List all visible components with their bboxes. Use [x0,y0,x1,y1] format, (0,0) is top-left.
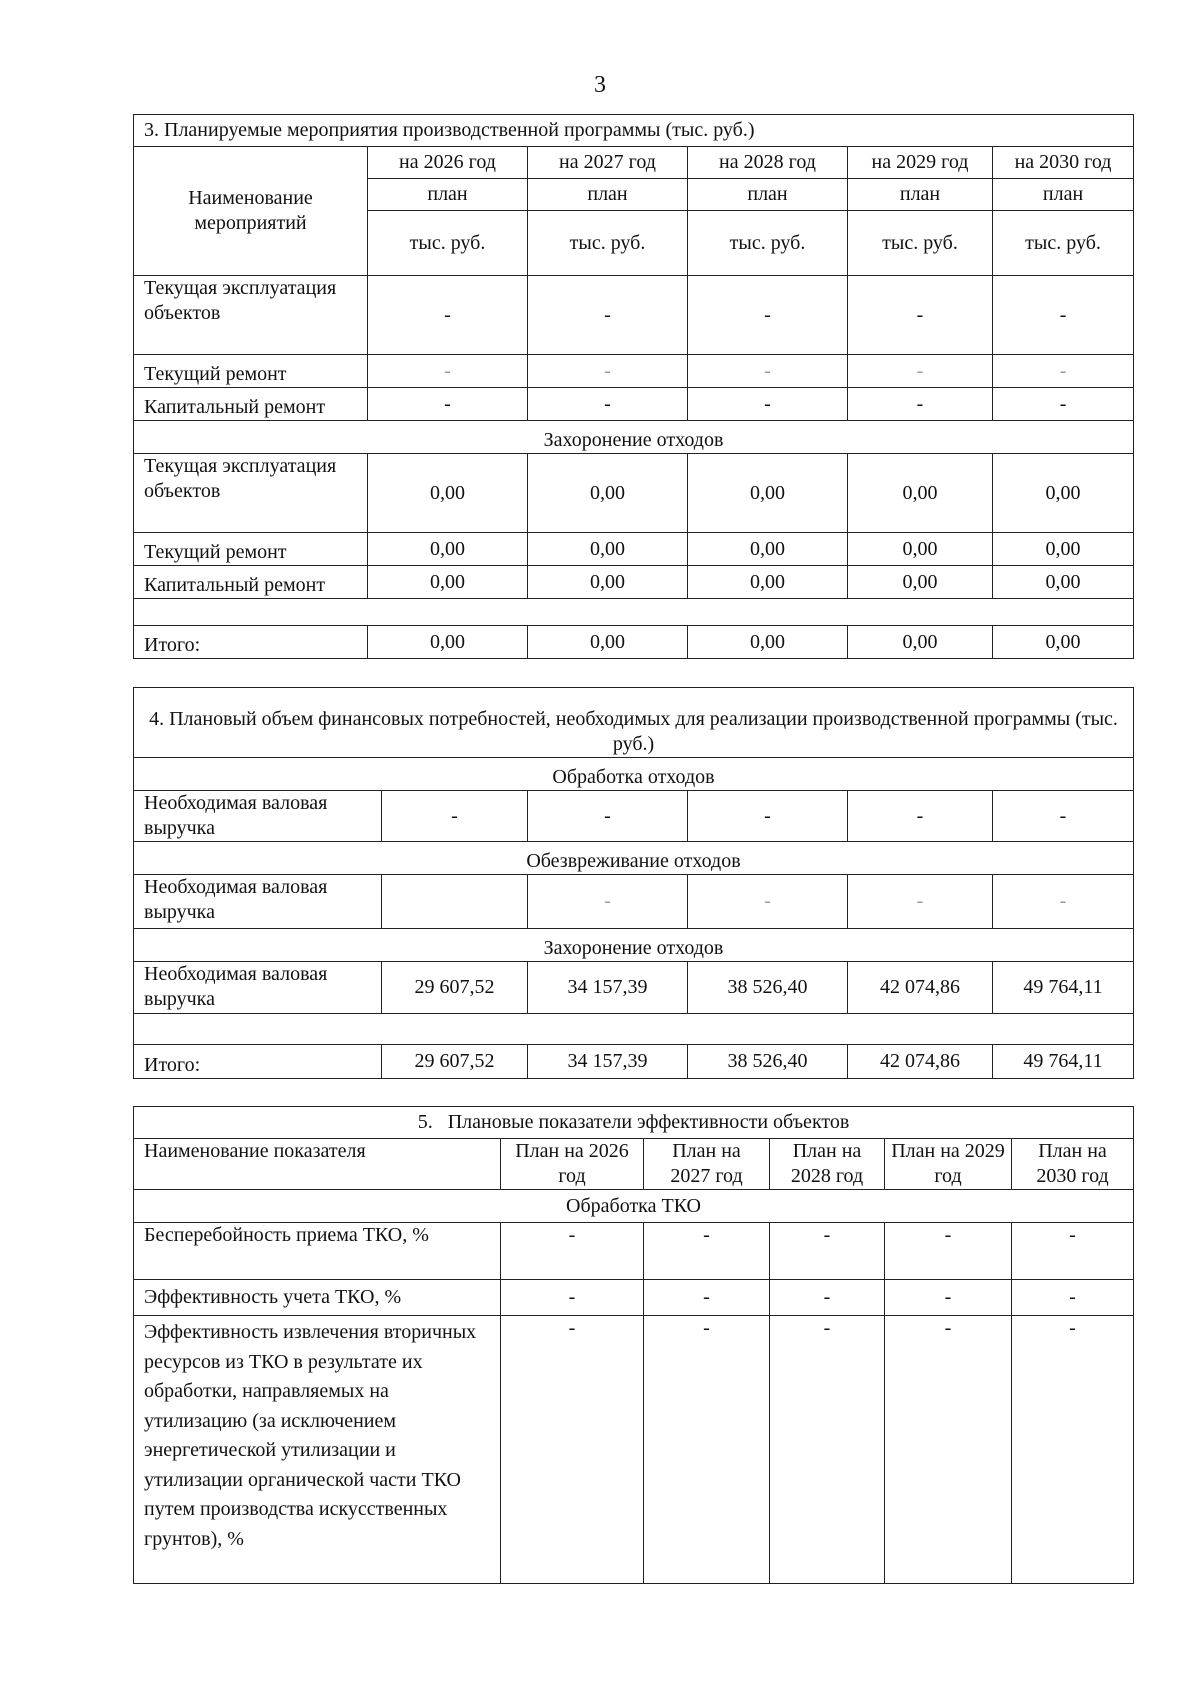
cell-value: 0,00 [368,454,528,533]
cell-value: - [885,1280,1012,1316]
row-label: Эффективность извлечения вторичных ресурсов из ТКО в результате их обработки, направляемых на утилизацию (за исключением энергетической утилизации и утилизации органической части ТКО путем производства искусственных грунтов), % [134,1316,501,1584]
cell-value: - [382,791,528,842]
efficiency-indicators-table [133,1106,1134,1584]
cell-value: - [848,276,993,355]
unit-label: тыс. руб. [688,211,848,276]
total-value: 29 607,52 [382,1045,528,1079]
indicator-header-label: Наименование показателя [134,1139,501,1190]
cell-value: 29 607,52 [382,962,528,1014]
cell-value: - [688,875,848,929]
table-row [134,791,1134,842]
cell-value: - [528,355,688,388]
cell-value: 38 526,40 [688,962,848,1014]
subheader-neutralization: Обезвреживание отходов [134,842,1134,875]
cell-value: 0,00 [368,566,528,599]
cell-value: 0,00 [528,454,688,533]
planned-activities-table [133,114,1134,659]
table-row [134,276,1134,355]
subheader-processing: Обработка отходов [134,758,1134,791]
table-row [134,1280,1134,1316]
cell-value: 0,00 [368,533,528,566]
year-2026-header: на 2026 год [368,147,528,179]
cell-value: - [993,276,1134,355]
year-2026-header: План на 2026 год [501,1139,644,1190]
cell-value: 0,00 [848,454,993,533]
empty-row [134,599,1134,626]
total-label: Итого: [134,1045,382,1079]
cell-value: - [848,875,993,929]
cell-value: - [1012,1316,1134,1584]
plan-label: план [848,179,993,211]
row-label: Капитальный ремонт [134,388,368,421]
cell-value: 0,00 [688,533,848,566]
cell-value: 0,00 [993,454,1134,533]
cell-value: - [501,1316,644,1584]
cell-value: - [1012,1280,1134,1316]
table-row [134,1223,1134,1280]
total-value: 34 157,39 [528,1045,688,1079]
year-2029-header: План на 2029 год [885,1139,1012,1190]
table-row [134,1316,1134,1584]
cell-value: - [368,388,528,421]
row-label: Текущий ремонт [134,355,368,388]
table-row [134,875,1134,929]
row-label: Текущий ремонт [134,533,368,566]
total-value: 0,00 [528,626,688,659]
year-2029-header: на 2029 год [848,147,993,179]
total-value: 42 074,86 [848,1045,993,1079]
cell-value: 42 074,86 [848,962,993,1014]
plan-label: план [688,179,848,211]
total-label: Итого: [134,626,368,659]
cell-value: - [848,791,993,842]
row-label: Текущая эксплуатация объектов [134,276,368,355]
cell-value: 0,00 [688,454,848,533]
total-value: 0,00 [688,626,848,659]
year-2030-header: План на 2030 год [1012,1139,1134,1190]
table-row [134,388,1134,421]
row-label: Необходимая валовая выручка [134,962,382,1014]
plan-label: план [368,179,528,211]
activities-header-label: Наименование мероприятий [134,147,368,276]
empty-row [134,1014,1134,1045]
cell-value: 0,00 [848,533,993,566]
section4-title: 4. Плановый объем финансовых потребностей, необходимых для реализации производственной программы (тыс. руб.) [134,688,1134,758]
unit-label: тыс. руб. [528,211,688,276]
cell-value: - [501,1223,644,1280]
row-label: Необходимая валовая выручка [134,791,382,842]
section5-title: 5. Плановые показатели эффективности объектов [134,1107,1134,1139]
cell-value: - [770,1280,885,1316]
cell-value: - [993,388,1134,421]
cell-value: 0,00 [688,566,848,599]
page-number: 3 [594,72,606,98]
total-value: 0,00 [993,626,1134,659]
table-row [134,962,1134,1014]
row-label: Эффективность учета ТКО, % [134,1280,501,1316]
cell-value: - [688,791,848,842]
cell-value: 0,00 [848,566,993,599]
cell-value: - [368,355,528,388]
financial-needs-table [133,687,1134,1079]
table-row [134,355,1134,388]
total-value: 0,00 [368,626,528,659]
table-row [134,454,1134,533]
total-row [134,626,1134,659]
year-2028-header: на 2028 год [688,147,848,179]
year-2030-header: на 2030 год [993,147,1134,179]
row-label: Бесперебойность приема ТКО, % [134,1223,501,1280]
cell-value: - [528,388,688,421]
total-value: 0,00 [848,626,993,659]
unit-label: тыс. руб. [848,211,993,276]
cell-value: - [1012,1223,1134,1280]
table-row [134,566,1134,599]
cell-value: - [688,276,848,355]
cell-value: - [501,1280,644,1316]
cell-value: 0,00 [993,566,1134,599]
subheader-burial: Захоронение отходов [134,421,1134,454]
row-label: Необходимая валовая выручка [134,875,382,929]
cell-value: 34 157,39 [528,962,688,1014]
cell-value: - [644,1280,770,1316]
unit-label: тыс. руб. [368,211,528,276]
unit-label: тыс. руб. [993,211,1134,276]
cell-value: 0,00 [528,533,688,566]
total-value: 38 526,40 [688,1045,848,1079]
cell-value: - [528,875,688,929]
cell-value: - [528,791,688,842]
total-row [134,1045,1134,1079]
cell-value [382,875,528,929]
total-value: 49 764,11 [993,1045,1134,1079]
table-row [134,533,1134,566]
cell-value: - [770,1223,885,1280]
cell-value: - [885,1316,1012,1584]
subheader-processing: Обработка ТКО [134,1190,1134,1223]
year-2027-header: на 2027 год [528,147,688,179]
year-2028-header: План на 2028 год [770,1139,885,1190]
cell-value: - [885,1223,1012,1280]
cell-value: - [688,355,848,388]
cell-value: - [368,276,528,355]
cell-value: - [993,875,1134,929]
cell-value: 49 764,11 [993,962,1134,1014]
cell-value: - [688,388,848,421]
year-2027-header: План на 2027 год [644,1139,770,1190]
plan-label: план [993,179,1134,211]
cell-value: - [528,276,688,355]
plan-label: план [528,179,688,211]
section3-title: 3. Планируемые мероприятия производственной программы (тыс. руб.) [134,115,1134,147]
cell-value: - [770,1316,885,1584]
cell-value: 0,00 [528,566,688,599]
cell-value: - [644,1316,770,1584]
cell-value: - [993,791,1134,842]
row-label: Капитальный ремонт [134,566,368,599]
cell-value: - [848,355,993,388]
cell-value: - [644,1223,770,1280]
cell-value: 0,00 [993,533,1134,566]
subheader-burial: Захоронение отходов [134,929,1134,962]
cell-value: - [993,355,1134,388]
row-label: Текущая эксплуатация объектов [134,454,368,533]
cell-value: - [848,388,993,421]
